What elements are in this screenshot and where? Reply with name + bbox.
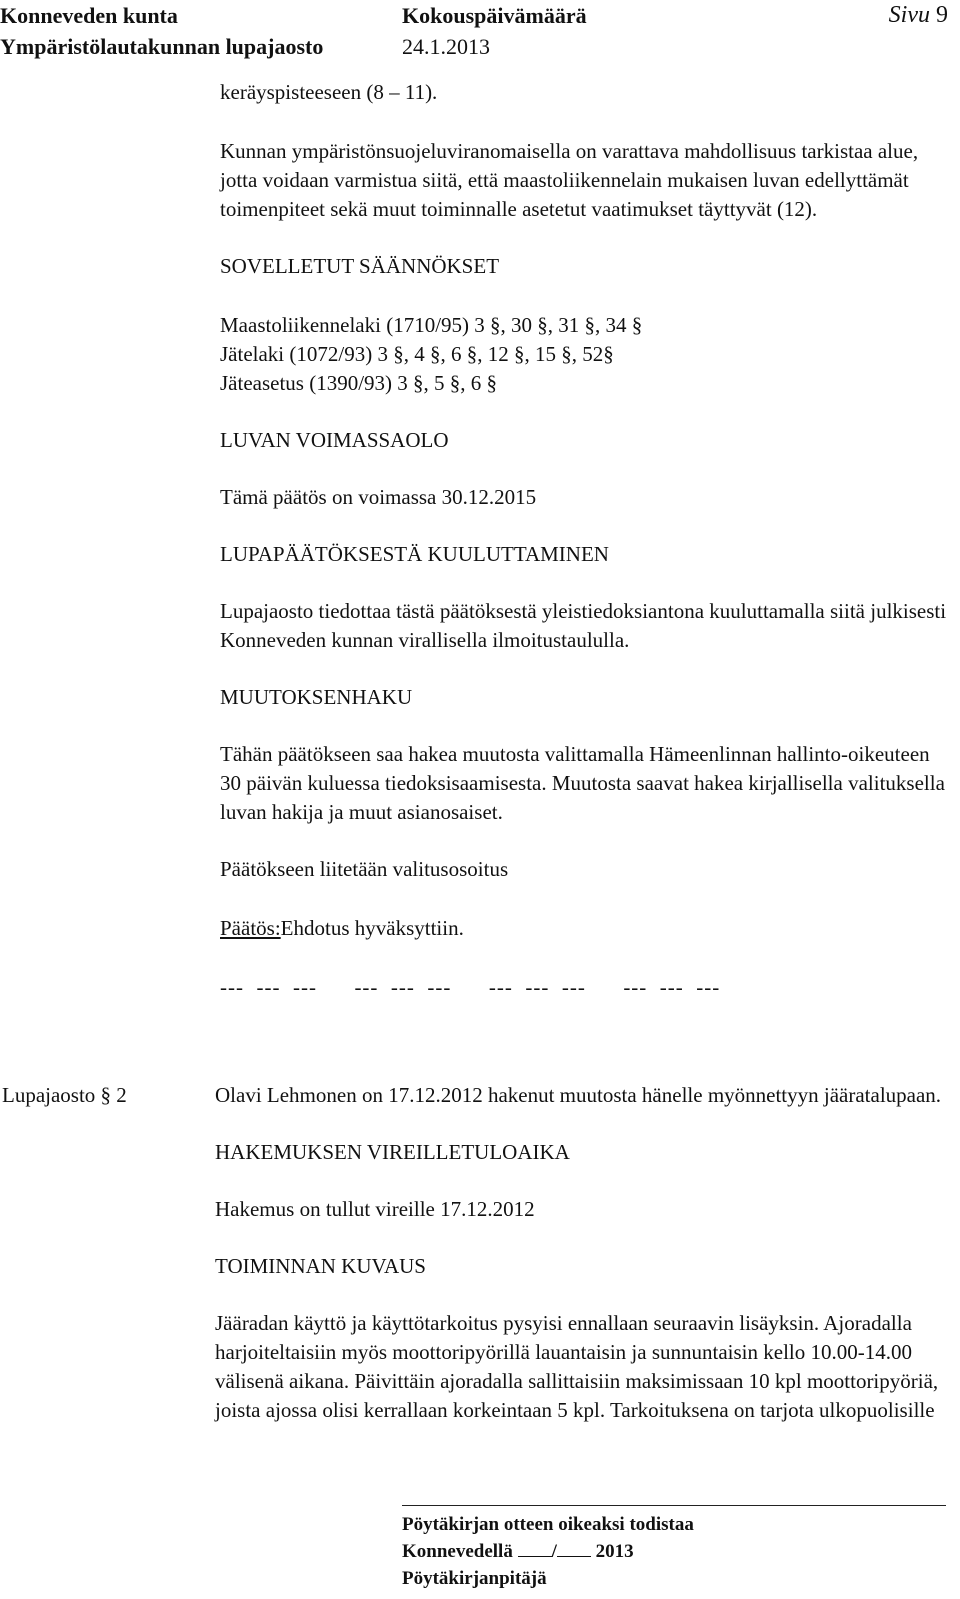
separator-dashes: --- --- --- --- --- --- --- --- --- --- --- --- <box>220 975 721 999</box>
section-2-body <box>215 1081 950 1425</box>
header-date: 24.1.2013 <box>402 34 490 59</box>
page-word: Sivu <box>888 2 930 28</box>
section-heading: TOIMINNAN KUVAUS <box>215 1254 426 1278</box>
footer-certify: Pöytäkirjan otteen oikeaksi todistaa <box>402 1514 694 1535</box>
paragraph: Olavi Lehmonen on 17.12.2012 hakenut muutosta hänelle myönnettyyn jääratalupaan. <box>215 1083 942 1107</box>
page-num: 9 <box>936 2 948 28</box>
footer-year: 2013 <box>595 1541 634 1562</box>
section-heading: SOVELLETUT SÄÄNNÖKSET <box>220 254 500 278</box>
paragraph: keräyspisteeseen (8 – 11). <box>220 80 438 104</box>
paragraph: Tämä päätös on voimassa 30.12.2015 <box>220 485 537 509</box>
law-reference: Jäteasetus (1390/93) 3 §, 5 §, 6 § <box>220 371 498 395</box>
section-heading: LUVAN VOIMASSAOLO <box>220 428 449 452</box>
document-body <box>220 78 948 1002</box>
paragraph: Kunnan ympäristönsuojeluviranomaisella on varattava mahdollisuus tarkistaa alue, jotta voidaan varmistua siitä, että maastoliikennelain mukaisen luvan edellyttämät toimenpiteet sekä muut toiminnalle asetetut vaatimukset täyttyvät (12). <box>220 139 919 221</box>
header-committee: Ympäristölautakunnan lupajaosto <box>0 34 324 59</box>
page-footer <box>402 1511 694 1592</box>
month-blank <box>557 1540 591 1557</box>
footer-signer: Pöytäkirjanpitäjä <box>402 1568 547 1589</box>
footer-place-date <box>402 1538 694 1565</box>
section-heading: HAKEMUKSEN VIREILLETULOAIKA <box>215 1140 570 1164</box>
decision-label: Päätös: <box>220 916 281 940</box>
header-date-block <box>402 0 587 62</box>
decision-line <box>220 914 948 943</box>
paragraph: Jääradan käyttö ja käyttötarkoitus pysyisi ennallaan seuraavin lisäyksin. Ajoradalla harjoiteltaisiin myös moottoripyörillä lauantaisin ja sunnuntaisin kello 10.00-14.00 välisenä aikana. Päivittäin ajoradalla sallittaisiin maksimissaan 10 kpl moottoripyöriä, joista ajossa olisi kerrallaan korkeintaan 5 kpl. Tarkoituksena on tarjota ulkopuolisille <box>215 1311 939 1422</box>
paragraph: Päätökseen liitetään valitusosoitus <box>220 857 509 881</box>
paragraph: Lupajaosto tiedottaa tästä päätöksestä yleistiedoksiantona kuuluttamalla siitä julkisesti Konneveden kunnan virallisella ilmoitustaululla. <box>220 599 947 652</box>
page-number <box>889 0 948 31</box>
footer-divider <box>402 1505 946 1506</box>
section-heading: MUUTOKSENHAKU <box>220 685 413 709</box>
footer-slash: / <box>551 1541 557 1562</box>
section-heading: LUPAPÄÄTÖKSESTÄ KUULUTTAMINEN <box>220 542 609 566</box>
section-label: Lupajaosto § 2 <box>2 1083 127 1107</box>
footer-place: Konnevedellä <box>402 1541 513 1562</box>
paragraph: Hakemus on tullut vireille 17.12.2012 <box>215 1197 535 1221</box>
header-org-block <box>0 0 323 62</box>
law-reference: Jätelaki (1072/93) 3 §, 4 §, 6 §, 12 §, 15 §, 52§ <box>220 342 614 366</box>
paragraph: Tähän päätökseen saa hakea muutosta valittamalla Hämeenlinnan hallinto-oikeuteen 30 päivän kuluessa tiedoksisaamisesta. Muutosta saavat hakea kirjallisella valituksella luvan hakija ja muut asianosaiset. <box>220 742 945 824</box>
header-org: Konneveden kunta <box>0 3 178 28</box>
day-blank <box>518 1540 552 1557</box>
decision-text: Ehdotus hyväksyttiin. <box>280 916 464 940</box>
law-reference: Maastoliikennelaki (1710/95) 3 §, 30 §, 31 §, 34 § <box>220 313 643 337</box>
header-date-label: Kokouspäivämäärä <box>402 3 587 28</box>
